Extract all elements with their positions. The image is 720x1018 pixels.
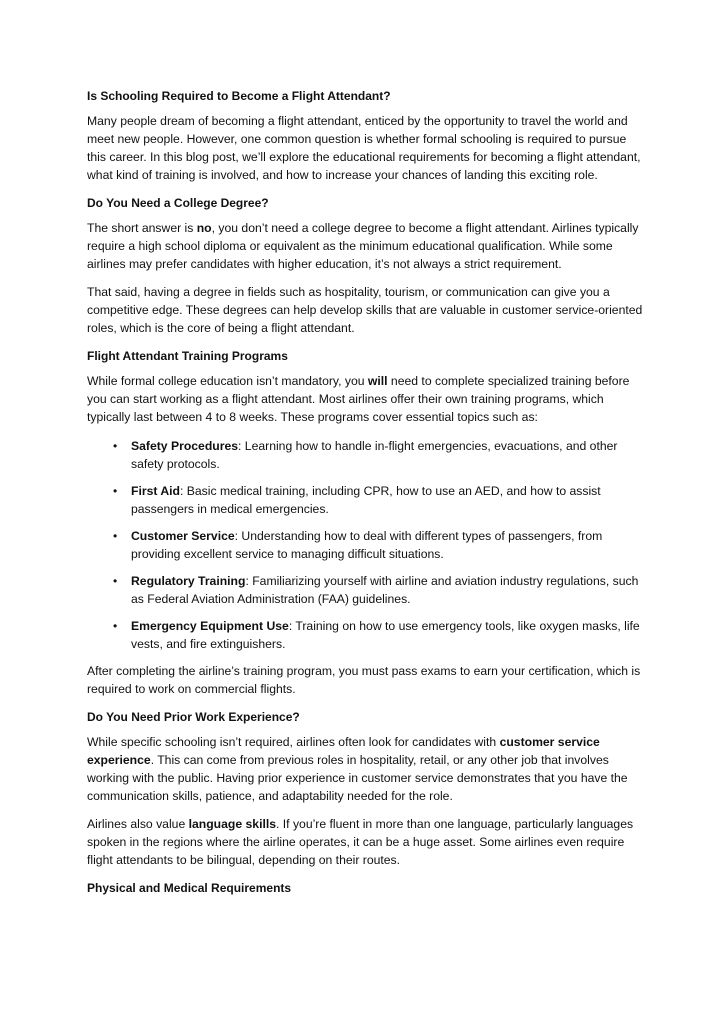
text-run: . This can come from previous roles in hospitality, retail, or any other job that involves working with the public. Having prior experience in customer service demonstrates that you have the communication skills, patience, and adaptability needed for the role. <box>87 753 628 803</box>
bold-run: will <box>367 374 388 388</box>
bullet-icon: • <box>113 439 118 453</box>
bold-run: customer service experience <box>87 735 600 767</box>
document-body <box>87 87 647 897</box>
list-item-text: : Learning how to handle in-flight emergencies, evacuations, and other safety protocols. <box>131 439 618 471</box>
text-run: , you don’t need a college degree to become a flight attendant. Airlines typically require a high school diploma or equivalent as the minimum educational qualification. While some airlines may prefer candidates with higher education, it’s not always a strict requirement. <box>87 221 639 271</box>
heading-schooling-required: Is Schooling Required to Become a Flight Attendant? <box>87 89 391 103</box>
heading-physical-medical: Physical and Medical Requirements <box>87 881 292 895</box>
bold-run: language skills <box>188 817 277 831</box>
text-run: Airlines also value <box>87 817 189 831</box>
intro-paragraph: Many people dream of becoming a flight attendant, enticed by the opportunity to travel the world and meet new people. However, one common question is whether formal schooling is required to pursue this career. In this blog post, we’ll explore the educational requirements for becoming a flight attendant, what kind of training is involved, and how to increase your chances of landing this exciting role. <box>87 114 641 182</box>
list-item-text: : Familiarizing yourself with airline and aviation industry regulations, such as Federal Aviation Administration (FAA) guidelines. <box>131 574 639 606</box>
list-item-text: : Understanding how to deal with different types of passengers, from providing excellent service to managing difficult situations. <box>131 529 603 561</box>
text-run: . If you’re fluent in more than one language, particularly languages spoken in the regions where the airline operates, it can be a huge asset. Some airlines even require flight attendants to be bilingual, depending on their routes. <box>87 817 634 867</box>
text-run: While formal college education isn’t mandatory, you <box>87 374 368 388</box>
list-item-term: Safety Procedures <box>131 439 239 453</box>
list-item-text: : Training on how to use emergency tools, like oxygen masks, life vests, and fire extinguishers. <box>131 619 640 651</box>
text-run: The short answer is <box>87 221 197 235</box>
list-item <box>87 572 647 608</box>
certification-paragraph: After completing the airline’s training program, you must pass exams to earn your certification, which is required to work on commercial flights. <box>87 664 641 696</box>
bold-run: no <box>196 221 212 235</box>
list-item-term: Regulatory Training <box>131 574 246 588</box>
list-item <box>87 437 647 473</box>
college-degree-paragraph <box>87 219 647 273</box>
list-item-term: First Aid <box>131 484 180 498</box>
list-item-term: Emergency Equipment Use <box>131 619 289 633</box>
bullet-icon: • <box>113 484 118 498</box>
bullet-icon: • <box>113 619 118 633</box>
list-item <box>87 527 647 563</box>
heading-work-experience: Do You Need Prior Work Experience? <box>87 710 300 724</box>
list-item <box>87 482 647 518</box>
bullet-icon: • <box>113 574 118 588</box>
list-item-text: : Basic medical training, including CPR, how to use an AED, and how to assist passengers in medical emergencies. <box>131 484 601 516</box>
heading-training-programs: Flight Attendant Training Programs <box>87 349 288 363</box>
degree-advantage-paragraph: That said, having a degree in fields such as hospitality, tourism, or communication can give you a competitive edge. These degrees can help develop skills that are valuable in customer service-oriented roles, which is the core of being a flight attendant. <box>87 285 643 335</box>
language-skills-paragraph <box>87 815 647 869</box>
text-run: need to complete specialized training before you can start working as a flight attendant. Most airlines offer their own training programs, which typically last between 4 to 8 weeks. These programs cover essential topics such as: <box>87 374 630 424</box>
list-item <box>87 617 647 653</box>
training-topics-list <box>87 437 647 653</box>
training-intro-paragraph <box>87 372 647 426</box>
experience-paragraph <box>87 733 647 805</box>
bullet-icon: • <box>113 529 118 543</box>
list-item-term: Customer Service <box>131 529 235 543</box>
heading-college-degree: Do You Need a College Degree? <box>87 196 269 210</box>
text-run: While specific schooling isn’t required, airlines often look for candidates with <box>87 735 500 749</box>
